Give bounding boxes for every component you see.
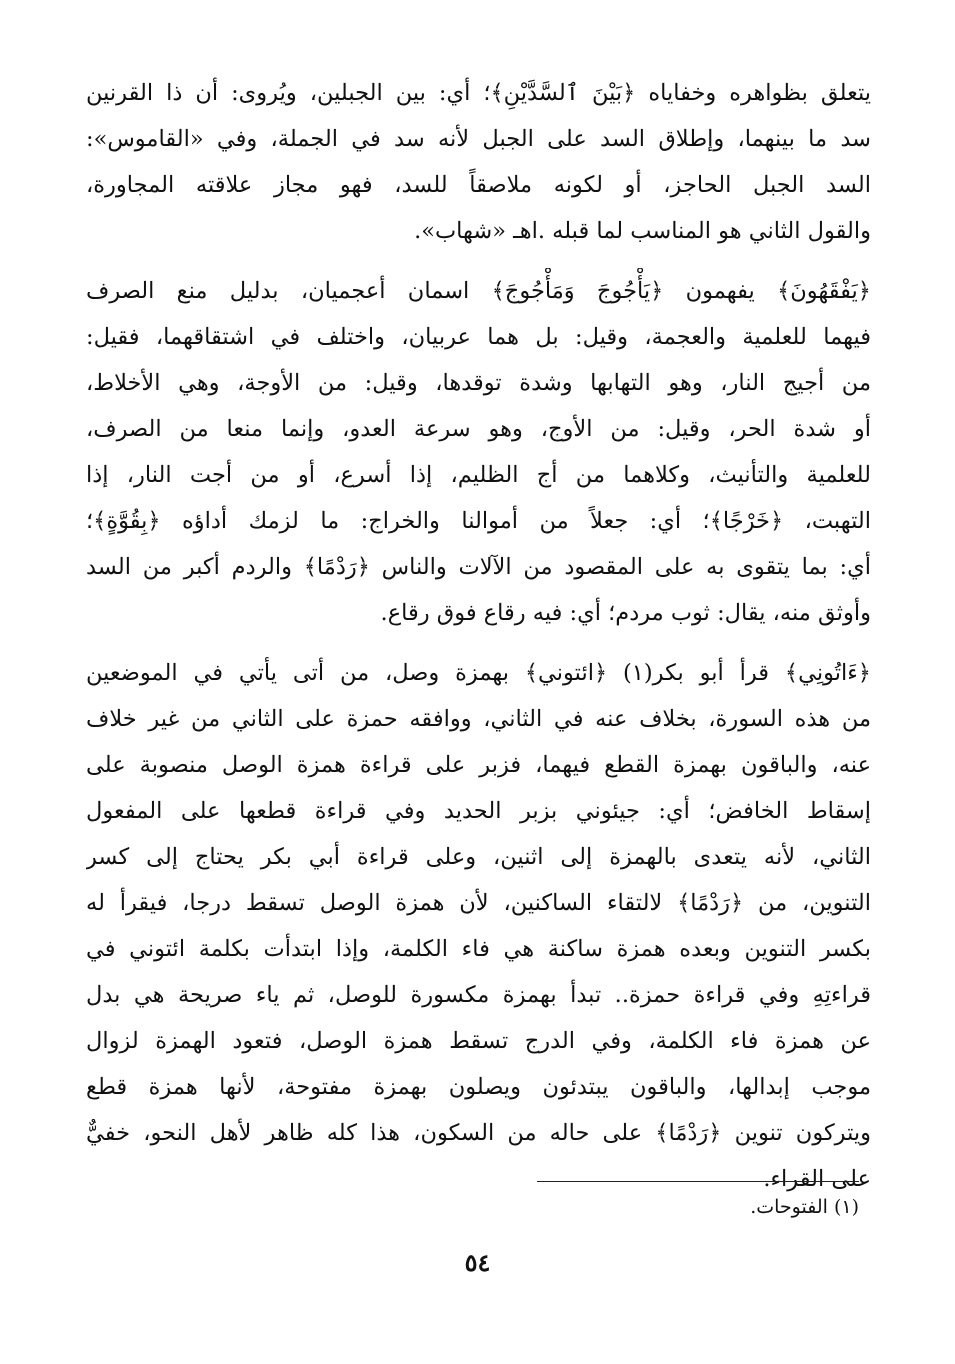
text-line: من أجيج النار، وهو التهابها وشدة توقدها، وقيل: من الأوجة، وهي الأخلاط، — [86, 370, 871, 396]
text-line: الثاني، لأنه يتعدى بالهمزة إلى اثنين، وعلى قراءة أبي بكر يحتاج إلى كسر — [86, 844, 871, 870]
text-line: بكسر التنوين وبعده همزة ساكنة هي فاء الكلمة، وإذا ابتدأت بكلمة ائتوني في — [86, 936, 871, 962]
text-line: التهبت، ﴿خَرْجًا﴾؛ أي: جعلاً من أموالنا والخراج: ما لزمك أداؤه ﴿بِقُوَّةٍ﴾؛ — [86, 508, 871, 534]
text-line: يتعلق بظواهره وخفاياه ﴿بَيْنَ ٱلسَّدَّيْنِ﴾؛ أي: بين الجبلين، ويُروى: أن ذا القرنين — [86, 80, 871, 106]
text-line: والقول الثاني هو المناسب لما قبله .اهـ «شهاب». — [414, 218, 871, 244]
paragraph-1 — [86, 70, 871, 254]
text-line: وأوثق منه، يقال: ثوب مردم؛ أي: فيه رقاع فوق رقاع. — [380, 600, 871, 626]
text-line: موجب إبدالها، والباقون يبتدئون ويصلون بهمزة مفتوحة، لأنها همزة قطع — [86, 1074, 871, 1100]
text-line: ويتركون تنوين ﴿رَدْمًا﴾ على حاله من السكون، هذا كله ظاهر لأهل النحو، خفيٌّ — [86, 1120, 871, 1146]
paragraph-3 — [86, 650, 871, 1202]
text-line: من هذه السورة، بخلاف عنه في الثاني، ووافقه حمزة على الثاني من غير خلاف — [86, 706, 871, 732]
text-line: السد الجبل الحاجز، أو لكونه ملاصقاً للسد، فهو مجاز علاقته المجاورة، — [86, 172, 871, 198]
page-number: ٥٤ — [464, 1248, 491, 1277]
text-line: عنه، والباقون بهمزة القطع فيهما، فزبر على قراءة همزة الوصل منصوبة على — [86, 752, 871, 778]
text-line: ﴿ءَاتُونِي﴾ قرأ أبو بكر(١) ﴿ائتوني﴾ بهمزة وصل، من أتى يأتي في الموضعين — [86, 660, 871, 686]
text-line: قراءتِهِ وفي قراءة حمزة.. تبدأ بهمزة مكسورة للوصل، ثم ياء صريحة هي بدل — [86, 982, 871, 1008]
text-line: أو شدة الحر، وقيل: من الأوج، وهو سرعة العدو، وإنما منعا من الصرف، — [86, 416, 871, 442]
text-line: سد ما بينهما، وإطلاق السد على الجبل لأنه سد في الجملة، وفي «القاموس»: — [86, 126, 871, 152]
text-line: التنوين، من ﴿رَدْمًا﴾ لالتقاء الساكنين، لأن همزة الوصل تسقط درجا، فيقرأ له — [86, 890, 871, 916]
footnote: (١) الفتوحات. — [750, 1196, 859, 1218]
paragraph-gap — [86, 636, 871, 650]
text-line: عن همزة فاء الكلمة، وفي الدرج تسقط همزة الوصل، فتعود الهمزة لزوال — [86, 1028, 871, 1054]
text-line: إسقاط الخافض؛ أي: جيئوني بزبر الحديد وفي قراءة قطعها على المفعول — [86, 798, 871, 824]
text-line: ﴿يَفْقَهُونَ﴾ يفهمون ﴿يَأْجُوجَ وَمَأْجُوجَ﴾ اسمان أعجميان، بدليل منع الصرف — [86, 278, 871, 304]
text-line: على القراء. — [763, 1166, 871, 1192]
footnote-divider — [537, 1181, 859, 1182]
text-line: للعلمية والتأنيث، وكلاهما من أج الظليم، إذا أسرع، أو من أجت النار، إذا — [86, 462, 871, 488]
body-text — [86, 70, 871, 1202]
paragraph-gap — [86, 254, 871, 268]
paragraph-2 — [86, 268, 871, 636]
text-line: أي: بما يتقوى به على المقصود من الآلات والناس ﴿رَدْمًا﴾ والردم أكبر من السد — [86, 554, 871, 580]
text-line: فيهما للعلمية والعجمة، وقيل: بل هما عربيان، واختلف في اشتقاقهما، فقيل: — [86, 324, 871, 350]
